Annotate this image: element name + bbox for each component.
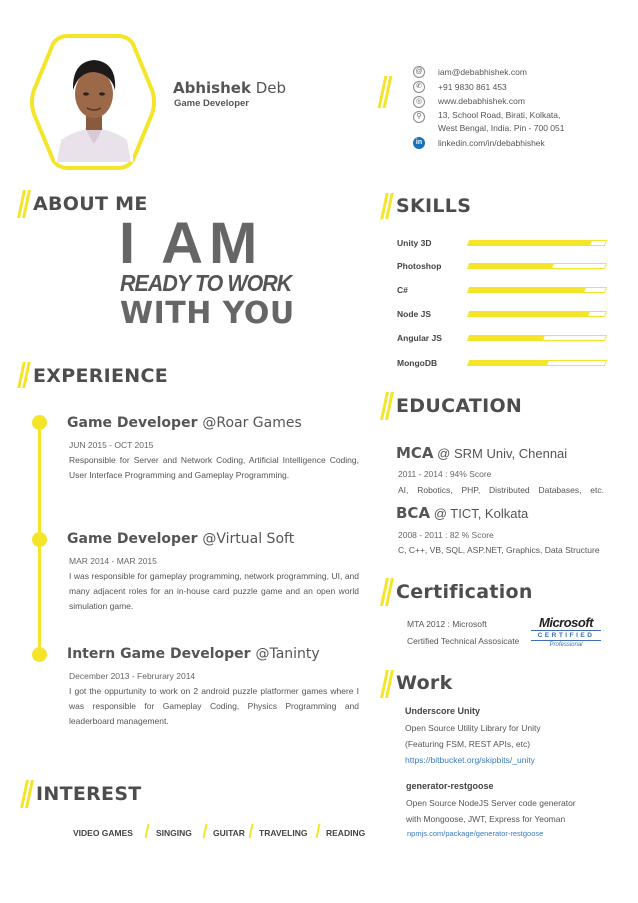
skill-level-bar [467,287,607,293]
about-line-1: I AM [119,211,264,276]
work-item-link[interactable]: https://bitbucket.org/skipbits/_unity [405,755,535,765]
interest-separator [203,824,208,838]
job-description: I got the oppurtunity to work on 2 android puzzle platformer games where I was responsible for Gameplay Coding, Physics Programming and leaderboard management. [69,686,359,726]
about-title: ABOUT ME [33,193,148,215]
experience-title: EXPERIENCE [33,365,169,387]
work-slash-decor [383,670,392,698]
globe-icon: ◎ [413,96,425,108]
profile-role: Game Developer [174,98,249,109]
contact-website[interactable]: www.debabhishek.com [438,96,525,106]
cert-line-2: Certified Technical Assosicate [407,636,520,646]
logo-word: Microsoft [539,615,593,630]
microsoft-certified-logo [531,616,601,650]
interest-item: TRAVELING [259,828,308,838]
timeline-dot [32,532,47,547]
last-name: Deb [255,79,287,97]
email-icon: @ [413,66,425,78]
skill-level-fill [468,288,585,292]
first-name: Abhishek [173,79,251,97]
degree-heading [396,504,528,522]
about-line-2: READY TO WORK [120,270,292,296]
linkedin-icon: in [413,137,425,149]
skills-title: SKILLS [396,195,472,217]
contact-slash-decor [381,76,390,108]
degree-score: 2011 - 2014 : 94% Score [398,469,492,479]
certification-title: Certification [396,581,533,603]
skill-label: Angular JS [397,333,442,343]
degree-name: BCA [396,504,431,522]
about-line-3: WITH YOU [120,296,295,331]
degree-school: @ TICT, Kolkata [433,506,529,521]
skill-level-bar [467,360,607,366]
contact-linkedin[interactable]: linkedin.com/in/debabhishek [438,138,545,148]
job-role: Intern Game Developer [67,646,251,662]
work-item-line2: with Mongoose, JWT, Express for Yeoman [406,814,566,824]
work-item-link[interactable]: npmjs.com/package/generator-restgoose [407,829,544,838]
skill-level-bar [467,335,607,341]
job-company: @Virtual Soft [202,531,295,547]
education-slash-decor [383,392,392,420]
interest-separator [145,824,150,838]
work-item-name: generator-restgoose [406,781,494,791]
profile-name [173,79,286,97]
contact-phone[interactable]: +91 9830 861 453 [438,82,507,92]
job-dates: MAR 2014 - MAR 2015 [69,556,157,566]
contact-address-line1: 13, School Road, Birati, Kolkata, [438,110,561,120]
work-item-line1: Open Source Utility Library for Unity [405,723,541,733]
phone-icon: ✆ [413,81,425,93]
job-dates: December 2013 - Februrary 2014 [69,671,196,681]
avatar [55,52,133,162]
job-description: I was responsible for gameplay programming, network programming, UI, and many adjacent roles for an in-house card puzzle game and an open world simulation game. [69,571,359,611]
job-role: Game Developer [67,415,198,431]
skill-level-fill [468,264,554,268]
education-title: EDUCATION [396,395,523,417]
skill-label: Node JS [397,309,432,319]
degree-school: @ SRM Univ, Chennai [437,446,568,461]
job-title [67,415,302,431]
skill-level-bar [467,263,607,269]
degree-subjects: C, C++, VB, SQL, ASP.NET, Graphics, Data Structure [398,545,600,555]
job-title [67,531,294,547]
certification-slash-decor [383,578,392,606]
timeline-dot [32,647,47,662]
job-description: Responsible for Server and Network Coding, Artificial Intelligence Coding, User Interface Programming and Gameplay Programming. [69,455,359,480]
experience-slash-decor [20,362,29,388]
job-company: @Taninty [255,646,320,662]
work-title: Work [396,672,453,694]
job-company: @Roar Games [202,415,302,431]
skill-label: Unity 3D [397,238,432,248]
job-role: Game Developer [67,531,198,547]
job-title [67,646,320,662]
degree-heading [396,444,567,462]
interest-item: READING [326,828,366,838]
skill-level-fill [468,312,589,316]
interest-item: VIDEO GAMES [73,828,133,838]
skill-level-bar [467,311,607,317]
skill-level-fill [468,336,544,340]
location-pin-icon: ⚲ [413,111,425,123]
interest-item: SINGING [156,828,192,838]
interest-title: INTEREST [36,783,142,805]
work-item-name: Underscore Unity [405,706,481,716]
contact-address-line2: West Bengal, India. Pin - 700 051 [438,123,565,133]
timeline-dot [32,415,47,430]
about-slash-decor [20,190,29,218]
skill-level-fill [468,241,592,245]
skills-slash-decor [383,193,392,219]
skill-level-bar [467,240,607,246]
logo-certified: CERTIFIED [531,630,601,641]
cert-line-1: MTA 2012 : Microsoft [407,619,487,629]
interest-separator [249,824,254,838]
interest-item: GUITAR [213,828,245,838]
logo-professional: Professional [549,642,583,648]
degree-score: 2008 - 2011 : 82 % Score [398,530,494,540]
interest-slash-decor [23,780,32,808]
job-dates: JUN 2015 - OCT 2015 [69,440,154,450]
contact-email[interactable]: iam@debabhishek.com [438,67,527,77]
work-item-line1: Open Source NodeJS Server code generator [406,798,576,808]
skill-label: Photoshop [397,261,442,271]
skill-level-fill [468,361,548,365]
skill-label: C# [397,285,408,295]
degree-subjects: AI, Robotics, PHP, Distributed Databases, etc. [398,485,604,495]
skill-label: MongoDB [397,358,438,368]
interest-separator [316,824,321,838]
degree-name: MCA [396,444,434,462]
work-item-line2: (Featuring FSM, REST APIs, etc) [405,739,531,749]
